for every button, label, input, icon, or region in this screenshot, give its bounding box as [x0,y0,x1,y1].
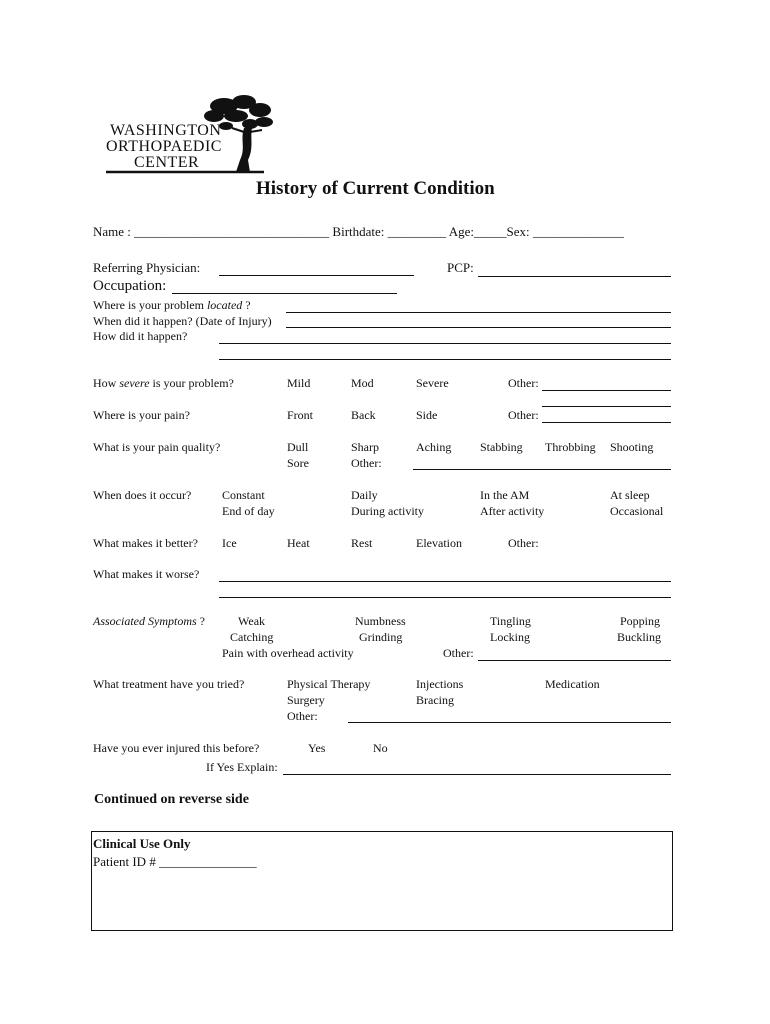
pain-location-back[interactable]: Back [351,408,376,422]
pcp-label: PCP: [447,260,474,275]
symptom-numbness[interactable]: Numbness [355,614,406,628]
severity-option-severe[interactable]: Severe [416,376,449,390]
occurrence-in-the-am[interactable]: In the AM [480,488,530,502]
injury-explain-field[interactable] [283,774,671,775]
treatment-medication[interactable]: Medication [545,677,600,691]
when-happened-field[interactable] [286,327,671,328]
pain-quality-other-field[interactable] [413,469,671,470]
better-elevation[interactable]: Elevation [416,536,462,550]
symptom-popping[interactable]: Popping [620,614,661,628]
symptom-weak[interactable]: Weak [238,614,266,628]
logo-line-1: WASHINGTON [110,122,222,139]
located-em: located [206,298,243,312]
severity-label [93,376,234,391]
pain-quality-other-label: Other: [351,456,382,470]
age-field[interactable]: _____ [473,224,507,239]
occurrence-constant[interactable]: Constant [222,488,265,502]
symptom-locking[interactable]: Locking [490,630,530,644]
better-heat[interactable]: Heat [287,536,310,550]
problem-located-field[interactable] [286,312,671,313]
better-label: What makes it better? [93,536,198,550]
located-suffix: ? [245,298,251,312]
occurrence-occasional[interactable]: Occasional [610,504,664,518]
treatment-other-label: Other: [287,709,318,723]
severity-other-field-2[interactable] [542,406,671,407]
symptoms-label-em: Associated Symptoms [93,614,197,628]
continued-note: Continued on reverse side [94,792,249,807]
age-label: Age: [448,224,474,239]
symptom-catching[interactable]: Catching [230,630,274,644]
occurrence-during-activity[interactable]: During activity [351,504,424,518]
pain-quality-dull[interactable]: Dull [287,440,309,454]
pcp-field[interactable] [478,276,671,277]
worse-field[interactable] [219,581,671,582]
clinical-use-title: Clinical Use Only [93,836,191,851]
logo-line-2: ORTHOPAEDIC [106,138,222,155]
pain-location-side[interactable]: Side [416,408,438,422]
birthdate-label: Birthdate: [332,224,385,239]
treatment-other-field[interactable] [348,722,671,723]
referring-physician-field[interactable] [219,275,414,276]
sex-field[interactable]: ______________ [532,224,624,239]
symptom-pain-overhead[interactable]: Pain with overhead activity [222,646,354,660]
problem-located-label [93,298,251,313]
patient-id-label: Patient ID # [93,854,156,869]
logo [104,92,279,176]
logo-line-3: CENTER [134,154,200,171]
severity-other-label: Other: [508,376,539,390]
symptoms-label-suffix: ? [199,614,205,628]
occupation-label: Occupation: [93,278,167,294]
birthdate-field[interactable]: _________ [387,224,447,239]
occurrence-after-activity[interactable]: After activity [480,504,545,518]
pain-location-other-label: Other: [508,408,539,422]
pain-location-front[interactable]: Front [287,408,314,422]
occurrence-label: When does it occur? [93,488,192,502]
located-prefix: Where is your problem [93,298,204,312]
symptoms-label [93,614,205,629]
when-happened-label: When did it happen? (Date of Injury) [93,314,272,328]
patient-id-field[interactable]: _______________ [159,854,257,869]
pain-quality-stabbing[interactable]: Stabbing [480,440,523,454]
pain-quality-throbbing[interactable]: Throbbing [545,440,596,454]
worse-field-2[interactable] [219,597,671,598]
occupation-field[interactable] [172,293,397,294]
better-ice[interactable]: Ice [222,536,237,550]
pain-quality-aching[interactable]: Aching [416,440,452,454]
pain-location-other-field[interactable] [542,422,671,423]
how-happened-label: How did it happen? [93,329,188,343]
occurrence-end-of-day[interactable]: End of day [222,504,275,518]
severity-em: severe [119,376,150,390]
pain-quality-label: What is your pain quality? [93,440,221,454]
pain-quality-sharp[interactable]: Sharp [351,440,379,454]
severity-prefix: How [93,376,117,390]
treatment-physical-therapy[interactable]: Physical Therapy [287,677,371,691]
symptom-grinding[interactable]: Grinding [359,630,403,644]
page-title: History of Current Condition [256,178,495,199]
injury-before-label: Have you ever injured this before? [93,741,260,755]
occurrence-at-sleep[interactable]: At sleep [610,488,650,502]
name-label: Name : [93,224,131,239]
clinical-use-box [91,831,673,931]
how-happened-field[interactable] [219,343,671,344]
identity-row [93,224,624,240]
patient-id-row [93,854,257,870]
worse-label: What makes it worse? [93,567,200,581]
severity-suffix: is your problem? [152,376,234,390]
symptom-tingling[interactable]: Tingling [490,614,531,628]
injury-explain-label: If Yes Explain: [206,760,278,774]
treatment-label: What treatment have you tried? [93,677,245,691]
sex-label: Sex: [506,224,530,239]
occurrence-daily[interactable]: Daily [351,488,378,502]
symptoms-other-label: Other: [443,646,474,660]
better-other-label: Other: [508,536,539,550]
how-happened-field-2[interactable] [219,359,671,360]
injury-no[interactable]: No [373,741,388,755]
severity-option-mod[interactable]: Mod [351,376,374,390]
better-rest[interactable]: Rest [351,536,373,550]
referring-physician-label: Referring Physician: [93,260,201,275]
pain-quality-sore[interactable]: Sore [287,456,309,470]
treatment-injections[interactable]: Injections [416,677,464,691]
severity-other-field[interactable] [542,390,671,391]
symptoms-other-field[interactable] [478,660,671,661]
pain-location-label: Where is your pain? [93,408,190,422]
pain-quality-shooting[interactable]: Shooting [610,440,654,454]
treatment-bracing[interactable]: Bracing [416,693,454,707]
severity-option-mild[interactable]: Mild [287,376,311,390]
treatment-surgery[interactable]: Surgery [287,693,325,707]
symptom-buckling[interactable]: Buckling [617,630,661,644]
name-field[interactable]: ______________________________ [134,224,330,239]
injury-yes[interactable]: Yes [308,741,326,755]
